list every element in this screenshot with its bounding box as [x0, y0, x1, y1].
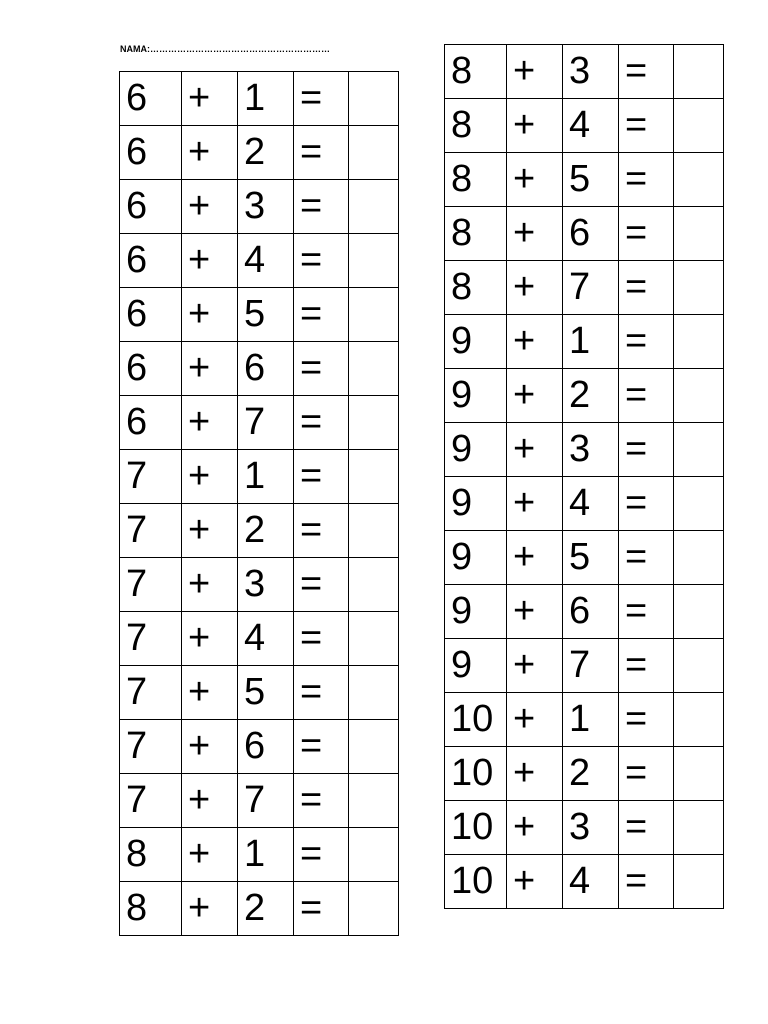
plus-sign: + — [182, 504, 238, 558]
answer-box[interactable] — [674, 585, 724, 639]
plus-sign: + — [507, 369, 563, 423]
addend-b: 2 — [238, 882, 294, 936]
addend-b: 3 — [563, 423, 619, 477]
answer-box[interactable] — [674, 639, 724, 693]
addend-b: 5 — [238, 288, 294, 342]
equals-sign: = — [619, 369, 674, 423]
addend-b: 6 — [563, 207, 619, 261]
answer-box[interactable] — [674, 261, 724, 315]
answer-box[interactable] — [674, 315, 724, 369]
addend-b: 5 — [563, 531, 619, 585]
answer-box[interactable] — [674, 477, 724, 531]
addend-a: 6 — [120, 342, 182, 396]
equals-sign: = — [294, 828, 349, 882]
equals-sign: = — [294, 774, 349, 828]
addend-a: 9 — [445, 369, 507, 423]
equals-sign: = — [294, 126, 349, 180]
plus-sign: + — [182, 720, 238, 774]
plus-sign: + — [507, 477, 563, 531]
addend-a: 9 — [445, 423, 507, 477]
equals-sign: = — [619, 531, 674, 585]
addend-a: 8 — [445, 45, 507, 99]
plus-sign: + — [507, 531, 563, 585]
plus-sign: + — [507, 207, 563, 261]
addend-a: 10 — [445, 747, 507, 801]
addend-b: 7 — [563, 261, 619, 315]
problem-row — [120, 558, 399, 612]
plus-sign: + — [507, 585, 563, 639]
addend-b: 2 — [238, 126, 294, 180]
addend-b: 7 — [563, 639, 619, 693]
equals-sign: = — [619, 207, 674, 261]
answer-box[interactable] — [349, 558, 399, 612]
plus-sign: + — [182, 234, 238, 288]
addend-a: 10 — [445, 855, 507, 909]
equals-sign: = — [294, 288, 349, 342]
answer-box[interactable] — [349, 396, 399, 450]
addend-b: 4 — [238, 234, 294, 288]
problem-row — [445, 369, 724, 423]
addend-b: 6 — [238, 720, 294, 774]
plus-sign: + — [507, 153, 563, 207]
equals-sign: = — [294, 396, 349, 450]
addend-b: 3 — [563, 45, 619, 99]
plus-sign: + — [182, 126, 238, 180]
problem-row — [120, 72, 399, 126]
equals-sign: = — [294, 180, 349, 234]
equals-sign: = — [294, 720, 349, 774]
answer-box[interactable] — [349, 234, 399, 288]
plus-sign: + — [182, 882, 238, 936]
addend-a: 9 — [445, 639, 507, 693]
plus-sign: + — [507, 99, 563, 153]
problem-row — [120, 720, 399, 774]
addend-a: 6 — [120, 396, 182, 450]
answer-box[interactable] — [674, 801, 724, 855]
answer-box[interactable] — [349, 720, 399, 774]
plus-sign: + — [182, 774, 238, 828]
addend-a: 7 — [120, 774, 182, 828]
addend-a: 7 — [120, 504, 182, 558]
answer-box[interactable] — [349, 342, 399, 396]
addend-a: 7 — [120, 666, 182, 720]
answer-box[interactable] — [349, 882, 399, 936]
plus-sign: + — [182, 612, 238, 666]
equals-sign: = — [294, 72, 349, 126]
equals-sign: = — [619, 855, 674, 909]
equals-sign: = — [294, 558, 349, 612]
addend-a: 9 — [445, 315, 507, 369]
problem-row — [445, 315, 724, 369]
equals-sign: = — [294, 666, 349, 720]
plus-sign: + — [507, 261, 563, 315]
answer-box[interactable] — [349, 450, 399, 504]
answer-box[interactable] — [349, 288, 399, 342]
answer-box[interactable] — [349, 504, 399, 558]
plus-sign: + — [182, 666, 238, 720]
equals-sign: = — [619, 45, 674, 99]
addend-a: 8 — [445, 261, 507, 315]
addend-b: 1 — [563, 315, 619, 369]
problem-row — [120, 342, 399, 396]
problem-row — [445, 639, 724, 693]
problem-row — [445, 693, 724, 747]
addend-b: 4 — [563, 99, 619, 153]
problem-row — [445, 423, 724, 477]
addition-table-left — [119, 71, 399, 936]
plus-sign: + — [507, 639, 563, 693]
equals-sign: = — [294, 882, 349, 936]
addend-a: 7 — [120, 720, 182, 774]
addend-b: 4 — [563, 477, 619, 531]
plus-sign: + — [182, 828, 238, 882]
problem-row — [445, 585, 724, 639]
plus-sign: + — [182, 342, 238, 396]
plus-sign: + — [182, 450, 238, 504]
addend-a: 6 — [120, 180, 182, 234]
problem-row — [445, 801, 724, 855]
equals-sign: = — [619, 693, 674, 747]
addition-table-right — [444, 44, 724, 909]
problem-row — [445, 45, 724, 99]
answer-box[interactable] — [674, 45, 724, 99]
problem-row — [445, 99, 724, 153]
addend-b: 7 — [238, 774, 294, 828]
problem-row — [120, 180, 399, 234]
addend-b: 6 — [238, 342, 294, 396]
problem-row — [120, 666, 399, 720]
equals-sign: = — [619, 585, 674, 639]
answer-box[interactable] — [349, 666, 399, 720]
addend-b: 7 — [238, 396, 294, 450]
addend-a: 8 — [445, 153, 507, 207]
plus-sign: + — [507, 423, 563, 477]
plus-sign: + — [507, 315, 563, 369]
addend-a: 6 — [120, 288, 182, 342]
addend-b: 2 — [563, 747, 619, 801]
addend-a: 8 — [120, 828, 182, 882]
addend-b: 3 — [238, 558, 294, 612]
equals-sign: = — [619, 153, 674, 207]
answer-box[interactable] — [674, 369, 724, 423]
answer-box[interactable] — [674, 855, 724, 909]
equals-sign: = — [619, 639, 674, 693]
name-label: NAMA:…………………………………………………… — [120, 44, 330, 54]
addend-a: 9 — [445, 477, 507, 531]
addend-a: 10 — [445, 801, 507, 855]
addend-a: 10 — [445, 693, 507, 747]
addend-b: 3 — [238, 180, 294, 234]
answer-box[interactable] — [674, 153, 724, 207]
problem-row — [445, 261, 724, 315]
answer-box[interactable] — [674, 693, 724, 747]
addend-b: 2 — [563, 369, 619, 423]
addend-a: 7 — [120, 612, 182, 666]
problem-row — [120, 774, 399, 828]
answer-box[interactable] — [349, 72, 399, 126]
equals-sign: = — [294, 612, 349, 666]
problem-row — [120, 126, 399, 180]
problem-row — [445, 855, 724, 909]
addend-a: 9 — [445, 531, 507, 585]
addend-a: 7 — [120, 558, 182, 612]
plus-sign: + — [182, 72, 238, 126]
answer-box[interactable] — [674, 99, 724, 153]
equals-sign: = — [619, 801, 674, 855]
addend-a: 6 — [120, 234, 182, 288]
problem-row — [445, 747, 724, 801]
equals-sign: = — [619, 423, 674, 477]
equals-sign: = — [294, 504, 349, 558]
equals-sign: = — [619, 261, 674, 315]
addend-a: 6 — [120, 72, 182, 126]
problem-row — [120, 828, 399, 882]
addend-a: 9 — [445, 585, 507, 639]
addend-b: 1 — [238, 72, 294, 126]
addend-b: 1 — [238, 450, 294, 504]
answer-box[interactable] — [349, 180, 399, 234]
plus-sign: + — [507, 801, 563, 855]
answer-box[interactable] — [349, 126, 399, 180]
plus-sign: + — [507, 855, 563, 909]
equals-sign: = — [294, 234, 349, 288]
plus-sign: + — [182, 288, 238, 342]
addend-b: 6 — [563, 585, 619, 639]
problem-row — [120, 450, 399, 504]
addend-b: 1 — [238, 828, 294, 882]
equals-sign: = — [619, 99, 674, 153]
answer-box[interactable] — [674, 747, 724, 801]
plus-sign: + — [507, 747, 563, 801]
equals-sign: = — [619, 477, 674, 531]
addend-b: 3 — [563, 801, 619, 855]
problem-row — [120, 612, 399, 666]
answer-box[interactable] — [349, 828, 399, 882]
equals-sign: = — [294, 342, 349, 396]
addend-a: 8 — [445, 99, 507, 153]
plus-sign: + — [182, 396, 238, 450]
addend-a: 8 — [445, 207, 507, 261]
problem-row — [445, 207, 724, 261]
addend-b: 5 — [563, 153, 619, 207]
problem-row — [120, 882, 399, 936]
plus-sign: + — [507, 45, 563, 99]
answer-box[interactable] — [674, 531, 724, 585]
problem-row — [445, 153, 724, 207]
equals-sign: = — [294, 450, 349, 504]
problem-row — [120, 288, 399, 342]
plus-sign: + — [182, 180, 238, 234]
addend-b: 4 — [238, 612, 294, 666]
addend-a: 7 — [120, 450, 182, 504]
equals-sign: = — [619, 747, 674, 801]
problem-row — [120, 504, 399, 558]
answer-box[interactable] — [674, 423, 724, 477]
plus-sign: + — [182, 558, 238, 612]
answer-box[interactable] — [349, 774, 399, 828]
problem-row — [445, 531, 724, 585]
addend-b: 2 — [238, 504, 294, 558]
problem-row — [445, 477, 724, 531]
addend-b: 4 — [563, 855, 619, 909]
problem-row — [120, 396, 399, 450]
addend-a: 6 — [120, 126, 182, 180]
answer-box[interactable] — [349, 612, 399, 666]
problem-row — [120, 234, 399, 288]
plus-sign: + — [507, 693, 563, 747]
answer-box[interactable] — [674, 207, 724, 261]
addend-b: 1 — [563, 693, 619, 747]
addend-a: 8 — [120, 882, 182, 936]
equals-sign: = — [619, 315, 674, 369]
addend-b: 5 — [238, 666, 294, 720]
